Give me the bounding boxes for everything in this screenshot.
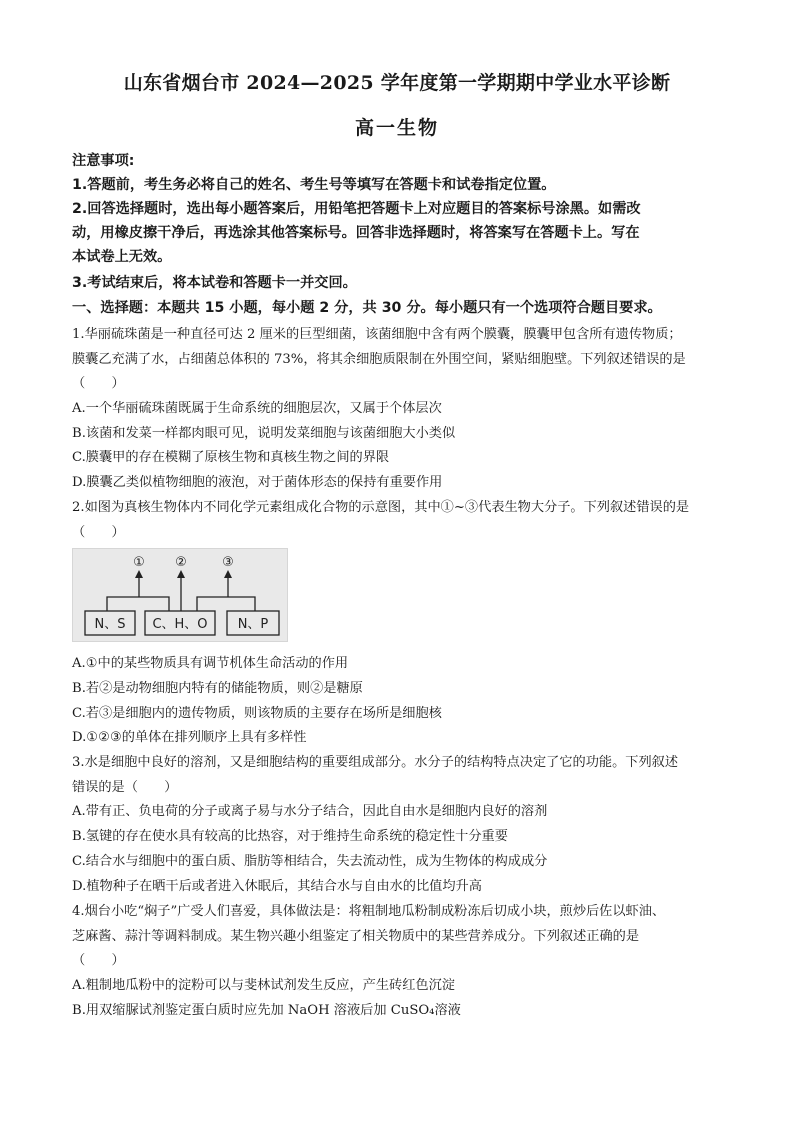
q4-option-a: A.粗制地瓜粉中的淀粉可以与斐林试剂发生反应，产生砖红色沉淀 (72, 978, 455, 993)
notes-heading: 注意事项: (72, 153, 135, 169)
q2-option-d: D.①②③的单体在排列顺序上具有多样性 (72, 730, 307, 745)
subject-title: 高一生物 (354, 117, 439, 139)
q2-option-c: C.若③是细胞内的遗传物质，则该物质的主要存在场所是细胞核 (72, 706, 442, 721)
diagram-svg (73, 549, 287, 641)
q2-answer-blank: （ ） (72, 525, 125, 540)
notes-item-3: 3.考试结束后，将本试卷和答题卡一并交回。 (72, 275, 357, 291)
notes-item-2-line-3: 本试卷上无效。 (72, 249, 172, 265)
q1-option-b: B.该菌和发菜一样都肉眼可见，说明发菜细胞与该菌细胞大小类似 (72, 426, 456, 441)
q2-option-b: B.若②是动物细胞内特有的储能物质，则②是糖原 (72, 681, 363, 696)
element-box-2-text: C、H、O (152, 617, 208, 632)
q3-stem-line-1: 3.水是细胞中良好的溶剂，又是细胞结构的重要组成部分。水分子的结构特点决定了它的功能。下列叙述 (72, 755, 679, 770)
notes-item-1: 1.答题前，考生务必将自己的姓名、考生号等填写在答题卡和试卷指定位置。 (72, 177, 556, 193)
element-box-1-text: N、S (94, 617, 126, 632)
arrow-head-1 (135, 570, 143, 578)
q4-answer-blank: （ ） (72, 953, 125, 968)
q3-option-a: A.带有正、负电荷的分子或离子易与水分子结合，因此自由水是细胞内良好的溶剂 (72, 804, 548, 819)
q1-option-c: C.膜囊甲的存在模糊了原核生物和真核生物之间的界限 (72, 450, 390, 465)
notes-item-2-line-1: 2.回答选择题时，选出每小题答案后，用铅笔把答题卡上对应题目的答案标号涂黑。如需改 (72, 201, 641, 217)
connector-lines (107, 573, 255, 611)
q3-option-c: C.结合水与细胞中的蛋白质、脂肪等相结合，失去流动性，成为生物体的构成成分 (72, 854, 548, 869)
label-1: ① (133, 555, 145, 570)
section-heading: 一、选择题：本题共 15 小题，每小题 2 分，共 30 分。每小题只有一个选项符合题目要求。 (72, 300, 662, 316)
q1-stem-line-1: 1.华丽硫珠菌是一种直径可达 2 厘米的巨型细菌，该菌细胞中含有两个膜囊，膜囊甲包含所有遗传物质； (72, 327, 682, 342)
q3-option-d: D.植物种子在晒干后或者进入休眠后，其结合水与自由水的比值均升高 (72, 879, 482, 894)
q4-stem-line-2: 芝麻酱、蒜汁等调料制成。某生物兴趣小组鉴定了相关物质中的某些营养成分。下列叙述正确的是 (72, 929, 640, 944)
q1-stem-line-2: 膜囊乙充满了水，占细菌总体积的 73%，将其余细胞质限制在外围空间，紧贴细胞壁。下列叙述错误的是 (72, 352, 686, 367)
q4-option-b: B.用双缩脲试剂鉴定蛋白质时应先加 NaOH 溶液后加 CuSO₄溶液 (72, 1003, 461, 1018)
element-compound-diagram (72, 548, 288, 642)
q2-option-a: A.①中的某些物质具有调节机体生命活动的作用 (72, 656, 349, 671)
label-3: ③ (222, 555, 234, 570)
element-box-3-text: N、P (237, 617, 269, 632)
q3-stem-line-2: 错误的是（ ） (72, 780, 178, 795)
q3-option-b: B.氢键的存在使水具有较高的比热容，对于维持生命系统的稳定性十分重要 (72, 829, 508, 844)
arrow-heads (135, 570, 232, 578)
q1-option-d: D.膜囊乙类似植物细胞的液泡，对于菌体形态的保持有重要作用 (72, 475, 443, 490)
label-2: ② (175, 555, 187, 570)
q1-answer-blank: （ ） (72, 376, 125, 391)
exam-title: 山东省烟台市 2024—2025 学年度第一学期期中学业水平诊断 (123, 72, 671, 94)
q2-stem-line-1: 2.如图为真核生物体内不同化学元素组成化合物的示意图，其中①~③代表生物大分子。下列叙述错误的是 (72, 500, 690, 515)
q4-stem-line-1: 4.烟台小吃“焖子”广受人们喜爱，具体做法是：将粗制地瓜粉制成粉冻后切成小块，煎炒后佐以虾油、 (72, 904, 666, 919)
notes-item-2-line-2: 动，用橡皮擦干净后，再选涂其他答案标号。回答非选择题时，将答案写在答题卡上。写在 (72, 225, 640, 241)
arrow-head-2 (177, 570, 185, 578)
arrow-head-3 (224, 570, 232, 578)
q1-option-a: A.一个华丽硫珠菌既属于生命系统的细胞层次，又属于个体层次 (72, 401, 442, 416)
